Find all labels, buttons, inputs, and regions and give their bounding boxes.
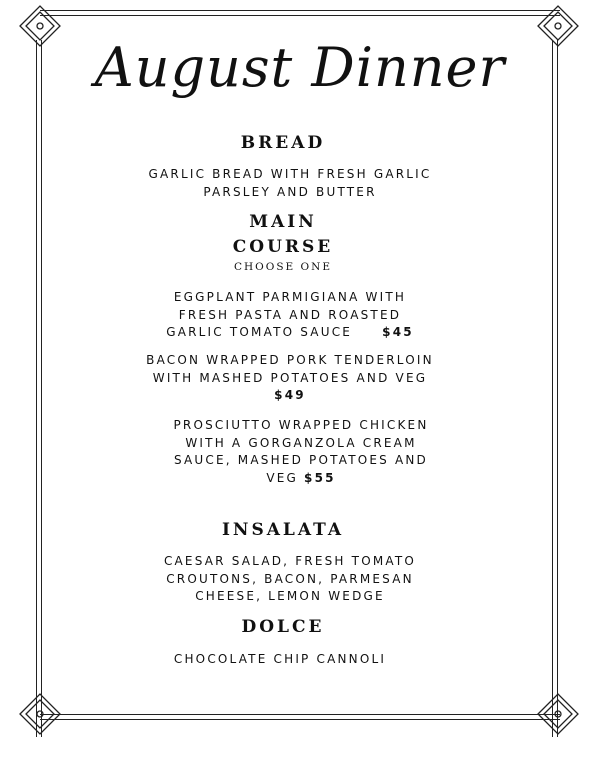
section-heading-main-line2: COURSE bbox=[232, 237, 334, 257]
section-heading-insalata: INSALATA bbox=[221, 520, 345, 540]
menu-item bbox=[125, 166, 455, 201]
frame-top-line-outer bbox=[40, 10, 560, 11]
menu-item-text: GARLIC BREAD WITH FRESH GARLIC PARSLEY AND BUTTER bbox=[148, 167, 432, 199]
menu-item-text: BACON WRAPPED PORK TENDERLOIN WITH MASHED POTATOES AND VEG bbox=[146, 353, 434, 385]
menu-item bbox=[140, 352, 440, 405]
section-subheading-choose-one: CHOOSE ONE bbox=[233, 261, 333, 273]
menu-item-text: EGGPLANT PARMIGIANA WITH FRESH PASTA AND ROASTED GARLIC TOMATO SAUCE bbox=[166, 290, 407, 339]
corner-ornament-icon bbox=[14, 688, 66, 740]
corner-ornament-icon bbox=[532, 688, 584, 740]
section-heading-dolce: DOLCE bbox=[241, 617, 325, 637]
menu-item-price: $49 bbox=[274, 388, 306, 402]
frame-top-line-inner bbox=[40, 15, 560, 16]
menu-item-price: $45 bbox=[382, 325, 414, 339]
menu-title: August Dinner bbox=[94, 36, 506, 99]
menu-item-text: CAESAR SALAD, FRESH TOMATO CROUTONS, BACON, PARMESAN CHEESE, LEMON WEDGE bbox=[163, 554, 417, 603]
menu-item bbox=[158, 417, 444, 487]
section-heading-bread: BREAD bbox=[240, 133, 326, 153]
menu-item bbox=[155, 289, 425, 342]
menu-item-text: CHOCOLATE CHIP CANNOLI bbox=[173, 652, 387, 666]
menu-item bbox=[150, 553, 430, 606]
section-heading-main-line1: MAIN bbox=[249, 212, 317, 232]
menu-item bbox=[110, 651, 450, 669]
menu-item-text: PROSCIUTTO WRAPPED CHICKEN WITH A GORGANZOLA CREAM SAUCE, MASHED POTATOES AND VEG bbox=[173, 418, 429, 485]
menu-item-price: $55 bbox=[304, 470, 336, 485]
frame-bottom-line-inner bbox=[40, 714, 560, 715]
frame-bottom-line-outer bbox=[40, 719, 560, 720]
